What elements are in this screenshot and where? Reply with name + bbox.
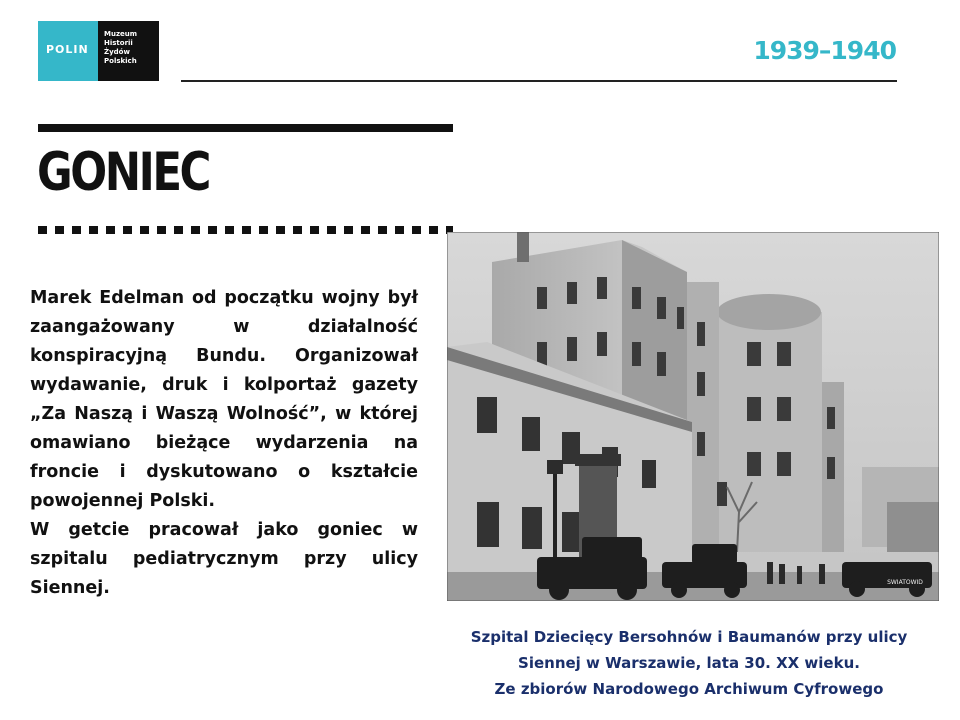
photo-caption	[449, 624, 929, 702]
logo-line: Polskich	[104, 57, 137, 65]
logo-line: Żydów	[104, 48, 130, 56]
logo-line: Muzeum	[104, 30, 138, 38]
body-paragraph: Marek Edelman od początku wojny był zaangażowany w działalność konspiracyjną Bundu. Organizował wydawanie, druk i kolportaż gazety „Za Naszą i Waszą Wolność”, w której omawiano bieżące wydarzenia na froncie i dyskutowano o kształcie powojennej Polski.	[30, 288, 418, 511]
body-text	[30, 284, 418, 603]
caption-line: Szpital Dziecięcy Bersohnów i Baumanów przy ulicy	[470, 628, 908, 646]
title-dotted-bar	[38, 226, 453, 234]
photo-sign-text: SWIATOWID	[887, 579, 923, 586]
museum-logo	[38, 21, 159, 81]
body-paragraph: W getcie pracował jako goniec w szpitalu pediatrycznym przy ulicy Siennej.	[30, 520, 418, 598]
hospital-photo	[447, 232, 939, 601]
logo-line: Historii	[104, 39, 133, 47]
logo-text	[104, 30, 137, 66]
caption-line: Ze zbiorów Narodowego Archiwum Cyfrowego	[494, 680, 884, 698]
hospital-photo-image	[447, 232, 939, 601]
logo-word: POLIN	[46, 43, 89, 56]
logo-teal-block	[38, 21, 98, 81]
period-label: 1939–1940	[753, 36, 896, 65]
title-bar-top	[38, 124, 453, 132]
slide-title: GONIEC	[37, 142, 209, 203]
header-divider	[181, 80, 897, 82]
caption-line: Siennej w Warszawie, lata 30. XX wieku.	[518, 654, 860, 672]
